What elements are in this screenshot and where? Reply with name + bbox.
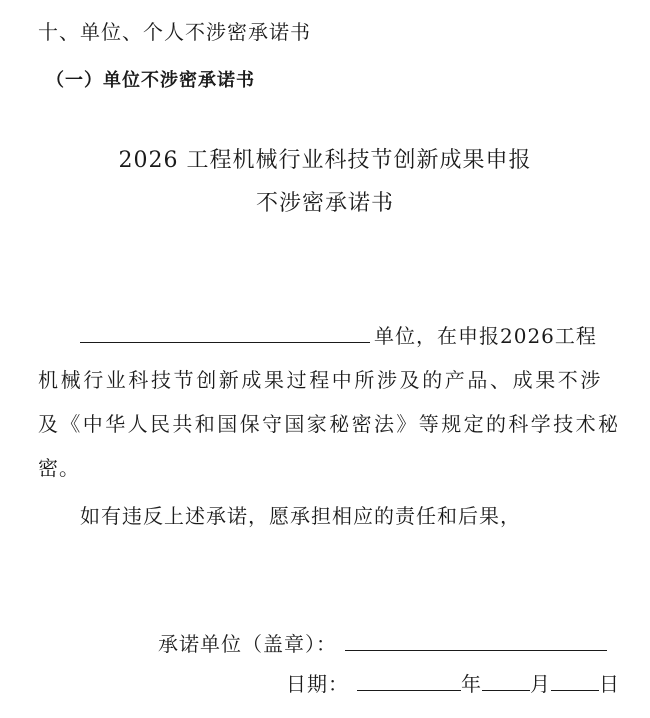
body-line-1	[80, 320, 597, 349]
signature-unit-label: 承诺单位（盖章）：	[158, 632, 337, 656]
document-title-line-2: 不涉密承诺书	[255, 191, 394, 216]
signature-unit-blank	[345, 632, 607, 651]
document-title-line-1: 2026 工程机械行业科技节创新成果申报	[118, 148, 532, 173]
section-heading: 十、单位、个人不涉密承诺书	[38, 20, 311, 44]
year-label: 年	[461, 672, 482, 696]
body-line-4: 密。	[38, 456, 80, 480]
day-label: 日	[599, 672, 620, 696]
body-line-2: 机械行业科技节创新成果过程中所涉及的产品、成果不涉	[38, 368, 603, 392]
signature-unit-row	[158, 628, 607, 657]
month-blank	[482, 672, 530, 691]
month-label: 月	[530, 672, 551, 696]
date-label: 日期：	[286, 672, 349, 696]
body-line-5: 如有违反上述承诺，愿承担相应的责任和后果，	[80, 504, 521, 528]
day-blank	[551, 672, 599, 691]
body-line-3: 及《中华人民共和国保守国家秘密法》等规定的科学技术秘	[38, 412, 621, 436]
body-line-1-text: 单位，在申报2026工程	[374, 324, 597, 348]
signature-date-row	[286, 668, 620, 697]
unit-name-blank	[80, 324, 370, 343]
year-blank	[357, 672, 461, 691]
sub-heading: （一）单位不涉密承诺书	[46, 70, 255, 91]
